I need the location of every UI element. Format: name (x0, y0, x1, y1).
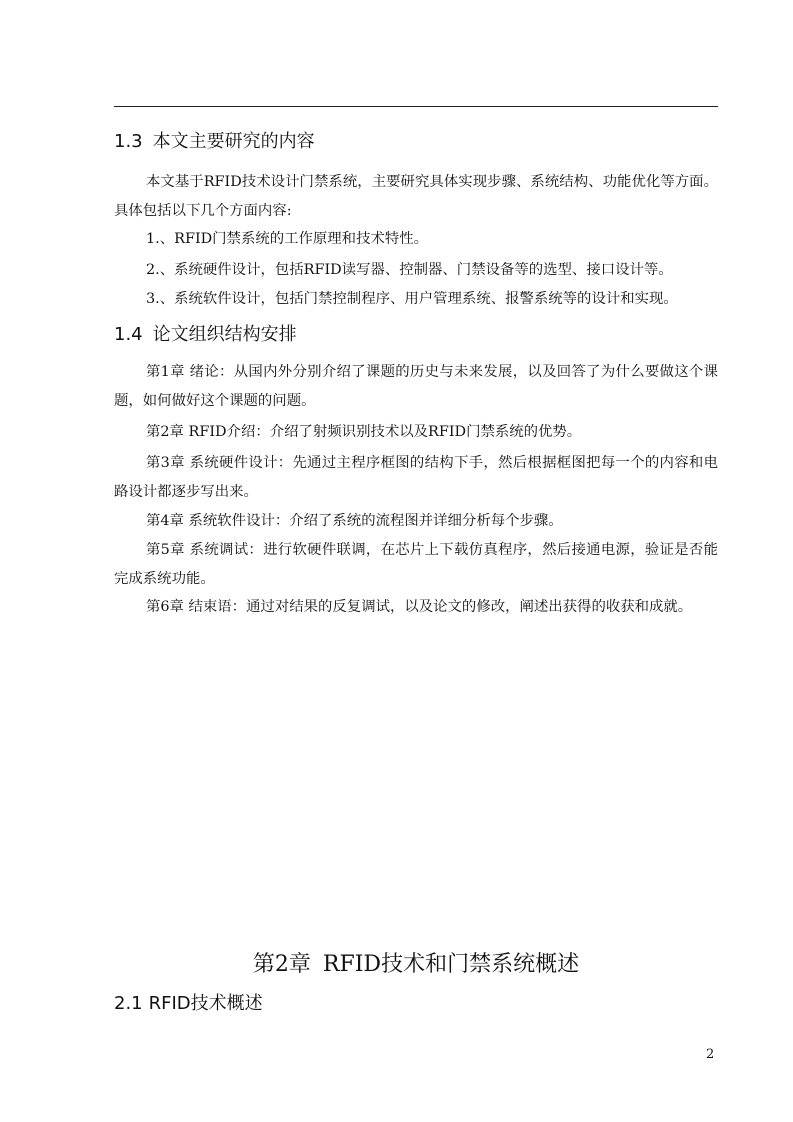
section-heading-1-3 (114, 130, 315, 154)
section-title: RFID技术概述 (148, 993, 263, 1014)
chapter-title (114, 950, 718, 980)
chapter-title-text: RFID技术和门禁系统概述 (322, 952, 580, 977)
section-number: 1.3 (114, 131, 143, 152)
page-number: 2 (706, 1047, 715, 1062)
list-item: 1.、RFID门禁系统的工作原理和技术特性。 (146, 231, 429, 247)
chapter-number: 第2章 (252, 952, 311, 977)
chapter-summary-2: 第2章 RFID介绍：介绍了射频识别技术以及RFID门禁系统的优势。 (146, 424, 582, 440)
chapter-summary-5: 第5章 系统调试：进行软硬件联调，在芯片上下载仿真程序，然后接通电源，验证是否能完成系统功能。 (114, 542, 718, 587)
section-number: 1.4 (114, 324, 143, 345)
chapter-summary-1: 第1章 绪论：从国内外分别介绍了课题的历史与未来发展，以及回答了为什么要做这个课题，如何做好这个课题的问题。 (114, 364, 718, 409)
list-item: 3.、系统软件设计，包括门禁控制程序、用户管理系统、报警系统等的设计和实现。 (146, 291, 678, 307)
chapter-summary-4: 第4章 系统软件设计：介绍了系统的流程图并详细分析每个步骤。 (146, 513, 563, 529)
section-title: 论文组织结构安排 (152, 324, 297, 345)
list-item: 2.、系统硬件设计，包括RFID读写器、控制器、门禁设备等的选型、接口设计等。 (146, 262, 673, 278)
section-number: 2.1 (114, 993, 143, 1014)
section-1-3-intro: 本文基于RFID技术设计门禁系统，主要研究具体实现步骤、系统结构、功能优化等方面。具体包括以下几个方面内容: (114, 174, 718, 219)
section-title: 本文主要研究的内容 (152, 131, 315, 152)
chapter-summary-3: 第3章 系统硬件设计：先通过主程序框图的结构下手，然后根据框图把每一个的内容和电路设计都逐步写出来。 (114, 455, 718, 500)
section-heading-2-1 (114, 992, 263, 1016)
header-rule (114, 106, 718, 107)
section-heading-1-4 (114, 323, 297, 347)
chapter-summary-6: 第6章 结束语：通过对结果的反复调试，以及论文的修改，阐述出获得的收获和成就。 (146, 599, 693, 615)
